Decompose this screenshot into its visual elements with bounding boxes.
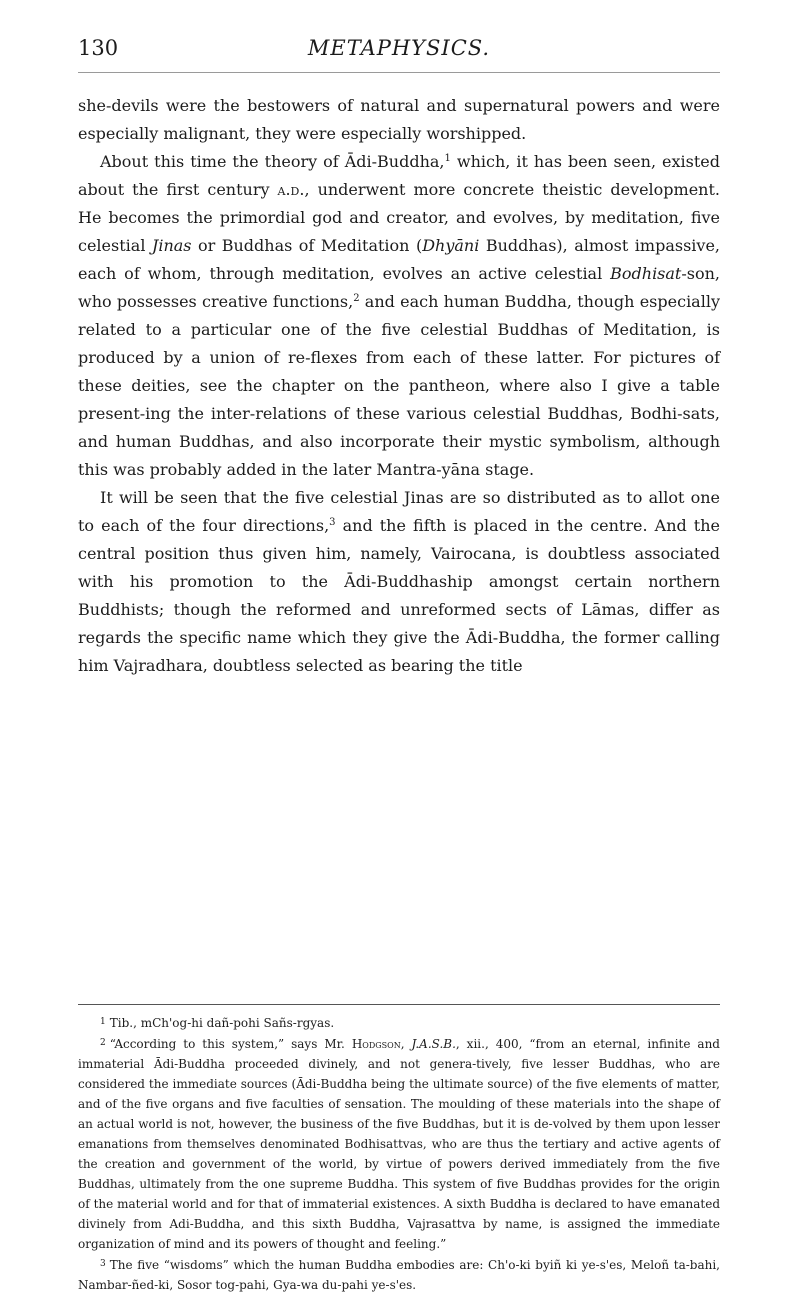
- footnote-ref-2[interactable]: 2: [353, 293, 360, 304]
- footnote-3: $^3$ The five “wisdoms” which the human Buddha embodies are: Ch'o-ki byiñ ki ye-s'es, Meloñ ta-bahi, Nambar-ñed-ki, Sosor tog-pahi, Gya-wa du-pahi ye-s'es.: [78, 1258, 720, 1292]
- footnote-2: $^2$ “According to this system,” says Mr. Hodgson, J.A.S.B., xii., 400, “from an eternal, infinite and immaterial Ādi-Buddha proceeded divinely, and not genera-tively, five lesser Buddhas, who are considered the immediate sources (Ādi-Buddha being the ultimate source) of the five elements of matter, and of the five organs and five faculties of sensation. The moulding of these materials into the shape of an actual world is not, however, the business of the five Buddhas, but it is de-volved by them upon lesser emanations from themselves denominated Bodhisattvas, who are thus the tertiary and active agents of the creation and government of the world, by virtue of powers derived immediately from the five Buddhas, ultimately from the one supreme Buddha. This system of five Buddhas provides for the origin of the material world and for that of immaterial existences. A sixth Buddha is declared to have emanated divinely from Adi-Buddha, and this sixth Buddha, Vajrasattva by name, is assigned the immediate organization of mind and its powers of thought and feeling.”: [78, 1037, 720, 1251]
- page-number: 130: [78, 36, 119, 60]
- footnote-1: $^1$ Tib., mCh'og-hi dañ-pohi Sañs-rgyas.: [100, 1016, 335, 1030]
- page-header: [78, 36, 720, 76]
- paragraph-2: About this time the theory of Ādi-Buddha,$^1$ which, it has been seen, existed about the first century a.d., underwent more concrete theistic development. He becomes the primordial god and creator, and evolves, by meditation, five celestial Jinas or Buddhas of Meditation (Dhyāni Buddhas), almost impassive, each of whom, through meditation, evolves an active celestial Bodhisat-son, who possesses creative functions,$^2$ and each human Buddha, though especially related to a particular one of the five celestial Buddhas of Meditation, is produced by a union of re-flexes from each of these latter. For pictures of these deities, see the chapter on the pantheon, where also I give a table present-ing the inter-relations of these various celestial Buddhas, Bodhi-sats, and human Buddhas, and also incorporate their mystic symbolism, although this was probably added in the later Mantra-yāna stage.: [78, 152, 721, 479]
- paragraph-1: she-devils were the bestowers of natural and supernatural powers and were especially malignant, they were especially worshipped.: [78, 96, 720, 143]
- footnotes: [78, 1012, 720, 1295]
- running-title: METAPHYSICS.: [307, 36, 491, 60]
- body-text: [78, 92, 720, 680]
- footnote-ref-1[interactable]: 1: [444, 153, 451, 164]
- footnote-rule: [78, 1004, 720, 1005]
- footnote-ref-3[interactable]: 3: [329, 517, 336, 528]
- paragraph-3: It will be seen that the five celestial Jinas are so distributed as to allot one to each of the four directions,$^3$ and the fifth is placed in the centre. And the central position thus given him, namely, Vairocana, is doubtless associated with his promotion to the Ādi-Buddhaship amongst certain northern Buddhists; though the reformed and unreformed sects of Lāmas, differ as regards the specific name which they give the Ādi-Buddha, the former calling him Vajradhara, doubtless selected as bearing the title: [78, 488, 721, 675]
- header-rule: [78, 72, 720, 73]
